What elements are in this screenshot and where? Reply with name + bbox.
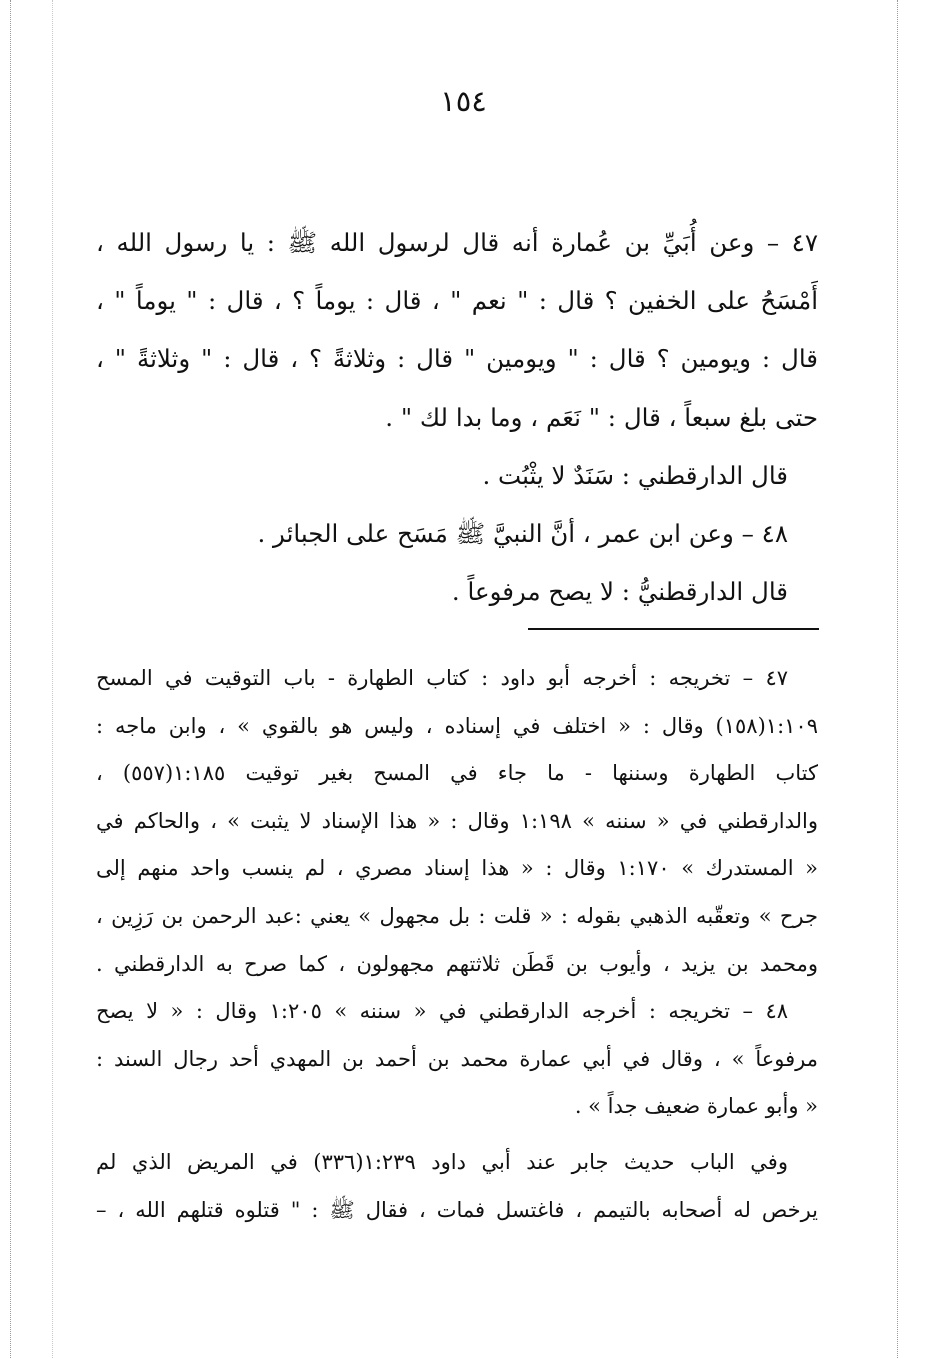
hadith-47-line-4: حتى بلغ سبعاً ، قال : " نَعَم ، وما بدا لك " . <box>385 402 818 432</box>
note-48-line-2: مرفوعاً » ، وقال في أبي عمارة محمد بن أحمد بن المهدي أحد رجال السند : <box>96 1046 818 1071</box>
page-number: ١٥٤ <box>440 84 487 118</box>
scan-edge-right <box>897 0 898 1358</box>
hadith-47-line-1: ٤٧ – وعن أُبَيِّ بن عُمارة أنه قال لرسول الله ﷺ : يا رسول الله ، <box>96 228 818 257</box>
hadith-47-grading: قال الدارقطني : سَنَدٌ لا يثْبُت . <box>482 460 788 490</box>
hadith-48-grading: قال الدارقطنيُّ : لا يصح مرفوعاً . <box>451 577 788 607</box>
scan-edge-left-inner <box>52 0 53 1358</box>
note-47-line-1: ٤٧ – تخريجه : أخرجه أبو داود : كتاب الطهارة - باب التوقيت في المسح <box>96 666 788 690</box>
hadith-text <box>96 214 818 621</box>
note-47-line-4: والدارقطني في « سننه » ١:١٩٨ وقال : « هذا الإسناد لا يثبت » ، والحاكم في <box>96 808 818 833</box>
note-bab-line-1: وفي الباب حديث جابر عند أبي داود ١:٢٣٩(٣٣٦) في المريض الذي لم <box>96 1149 788 1174</box>
scan-edge-left <box>10 0 11 1358</box>
note-48-line-3: « وأبو عمارة ضعيف جداً » . <box>574 1094 818 1119</box>
note-47-line-3: كتاب الطهارة وسننها - ما جاء في المسح بغير توقيت ١:١٨٥(٥٥٧) ، <box>96 761 818 786</box>
note-47-line-6: جرح » وتعقّبه الذهبي بقوله : « قلت : بل مجهول » يعني :عبد الرحمن بن رَزِين ، <box>96 903 818 928</box>
footnotes <box>96 655 818 1234</box>
note-47-line-5: « المستدرك » ١:١٧٠ وقال : « هذا إسناد مصري ، لم ينسب واحد منهم إلى <box>96 856 818 881</box>
note-47-line-7: ومحمد بن يزيد ، وأيوب بن قَطَن ثلاثتهم مجهولون ، كما صرح به الدارقطني . <box>96 951 818 976</box>
note-bab-line-2: يرخص له أصحابه بالتيمم ، فاغتسل فمات ، فقال ﷺ : " قتلوه قتلهم الله ، – <box>96 1197 818 1222</box>
hadith-47-line-2: أَمْسَحُ على الخفين ؟ قال : " نعم " ، قال : يوماً ؟ ، قال : " يوماً " ، <box>96 286 818 316</box>
note-48-line-1: ٤٨ – تخريجه : أخرجه الدارقطني في « سننه » ١:٢٠٥ وقال : « لا يصح <box>96 999 788 1024</box>
footnote-divider <box>528 628 819 630</box>
hadith-47-line-3: قال : ويومين ؟ قال : " ويومين " قال : وثلاثةً ؟ ، قال : " وثلاثةً " ، <box>96 344 818 374</box>
note-47-line-2: ١:١٠٩(١٥٨) وقال : « اختلف في إسناده ، وليس هو بالقوي » ، وابن ماجه : <box>96 713 818 738</box>
hadith-48: ٤٨ – وعن ابن عمر ، أنَّ النبيَّ ﷺ مَسَح على الجبائر . <box>257 518 788 548</box>
